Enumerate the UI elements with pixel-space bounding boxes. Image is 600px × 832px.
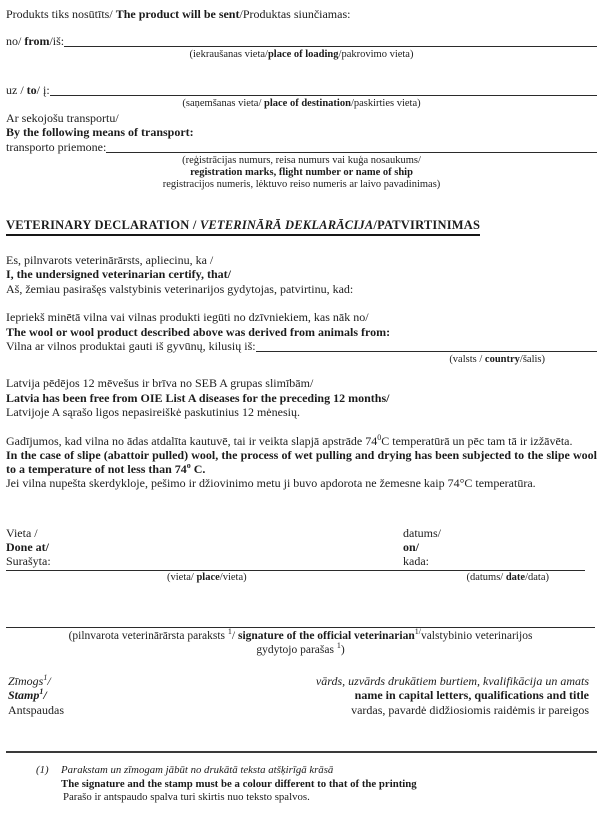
sig-lt-part: valstybinio veterinarijos [420,629,533,642]
heading-lt: /PATVIRTINIMAS [373,217,481,232]
date-caption-en: date [505,571,526,583]
place-caption-lt: /vieta) [219,571,247,583]
certify-en: I, the undersigned veterinarian certify, that/ [6,267,231,281]
to-field-row [6,83,597,98]
heading-en: VETERINARY DECLARATION / [6,217,200,232]
stamp-footref-lv: 1 [43,672,48,682]
to-label-lv: uz / [6,82,27,97]
place-column [6,526,403,568]
country-blank-line [256,339,597,352]
from-caption-lt: /pakrovimo vieta) [338,48,414,60]
place-date-captions [6,572,597,584]
country-caption [6,354,597,366]
footnote-lt: Parašo ir antspaudo spalva turi skirtis nuo teksto spalvos. [63,791,310,803]
footnote-block [6,751,597,805]
place-caption-en: place [196,571,220,583]
place-lt: Surašyta: [6,553,51,568]
disease-free-paragraph [6,376,597,420]
footnote-line3 [63,791,597,805]
place-en: Done at/ [6,539,49,554]
transport-field-label: transporto priemone: [6,139,107,154]
date-caption-lt: /data) [525,571,549,583]
derived-lv: Iepriekš minētā vilna vai vilnas produkti iegūti no dzīvniekiem, kas nāk no/ [6,310,369,324]
disease-free-lt: Latvijoje A sąrašo ligos nepasireiškė paskutinius 12 mėnesių. [6,405,300,419]
slipe-en-text1: In the case of slipe (abattoir pulled) wool, the process of wet pulling and drying has been subjected to the slipe wool to a temperature of not less than 74 [6,447,597,476]
transport-caption-lv: (reģistrācijas numurs, reisa numurs vai kuģa nosaukums/ [182,154,421,166]
footnote-line1 [36,764,597,778]
date-en: on/ [403,539,420,554]
stamp-en: Stamp$^1$/ [8,687,47,702]
disease-free-lv: Latvija pēdējos 12 mēvešus ir brīva no SEB A grupas slimībām/ [6,376,314,390]
date-column [403,526,585,568]
stamp-block [6,674,597,718]
stamp-footref-en: 1 [39,687,44,696]
to-label-lt: / į: [36,82,50,97]
slipe-en-degree-sup: o [186,460,191,470]
from-blank-line [64,34,597,47]
intro-line [6,7,597,22]
stamp-lt: Antspaudas [8,702,64,717]
slipe-lt: Jei vilna nupešta skerdykloje, pešimo ir džiovinimo metu ji buvo apdorota ne žemesne kaip 74°C temperatūra. [6,475,536,490]
slipe-lv-text1: Gadījumos, kad vilna no ādas atdalīta kautuvē, tai ir veikta slapjā apstrāde 74 [6,433,378,448]
to-field-label [6,83,50,98]
transport-caption-en: registration marks, flight number or name of ship [190,166,413,178]
date-caption [466,572,549,584]
date-caption-lv: (datums/ [466,571,506,583]
name-title-labels [316,674,589,718]
transport-blank-line [106,140,597,153]
to-caption-lv: (saņemšanas vieta/ [182,97,265,109]
transport-caption-lt: registracijos numeris, lėktuvo reiso numeris ar laivo pavadinimas) [162,178,441,190]
sig-footref-3: 1 [336,640,341,650]
slipe-wool-paragraph [6,434,597,490]
place-lv: Vieta / [6,525,38,540]
country-field-label: Vilna ar vilnos produktai gauti iš gyvūnų, kilusių iš: [6,339,256,353]
stamp-lv: Zīmogs$^1$/ [8,672,51,688]
heading-lv: VETERINĀRĀ DEKLARĀCIJA [199,217,374,232]
country-caption-en: country [484,354,520,365]
transport-block [6,111,597,191]
place-caption [167,572,247,584]
sig-slash: / [231,629,238,642]
date-lv: datums/ [403,525,441,540]
to-caption-lt: /paskirties vieta) [350,97,421,109]
place-caption-lv: (vieta/ [167,571,197,583]
from-caption-lv: (iekraušanas vieta/ [189,48,268,60]
country-caption-lt: /šalis) [519,354,545,365]
slipe-lv-degree-sup: 0 [377,432,382,442]
signature-caption-line2 [6,640,595,657]
from-label-en: from [24,33,50,48]
certify-lv: Es, pilnvarots veterinārārsts, apliecinu, ka / [6,252,214,267]
slipe-lv [6,434,597,448]
footnote-line2 [61,778,597,792]
date-lt: kada: [403,553,429,568]
to-label-en: to [26,82,37,97]
certify-lt: Aš, žemiau pasirašęs valstybinis veterinarijos gydytojas, patvirtinu, kad: [6,281,354,296]
country-caption-lv: (valsts / [449,354,485,365]
declaration-heading [6,217,597,236]
from-label-lt: /iš: [49,33,65,48]
stamp-labels [6,674,64,718]
sig-footref-1: 1 [227,626,232,636]
from-field-row [6,34,597,49]
sig-footref-2: 1/ [414,626,421,636]
from-field-label [6,34,64,49]
place-date-block [6,526,585,571]
name-title-en: name in capital letters, qualifications and title [354,688,589,702]
intro-lt: /Produktas siunčiamas: [239,7,351,21]
intro-en: The product will be sent [115,7,240,21]
name-title-lt: vardas, pavardė didžiosiomis raidėmis ir pareigos [351,702,589,717]
footnote-en: The signature and the stamp must be a colour different to that of the printing [61,777,417,790]
to-caption-en: place of destination [264,97,351,109]
sig-lt-part2: gydytojo parašas [256,643,337,656]
footnote-lv: Parakstam un zīmogam jābūt no drukātā teksta atšķirīgā krāsā [61,764,334,776]
derived-paragraph [6,310,597,366]
slipe-en [6,448,597,476]
from-caption [6,49,597,61]
transport-lv: Ar sekojošu transportu/ [6,110,119,125]
sig-lv: (pilnvarota veterinārārsta paraksts [68,629,228,642]
derived-en: The wool or wool product described above was derived from animals from: [6,324,391,339]
country-field-row [6,339,597,354]
transport-en: By the following means of transport: [6,125,194,139]
sig-en: signature of the official veterinarian [237,629,415,642]
slipe-lv-text2: C temperatūrā un pēc tam tā ir izžāvēta. [381,433,573,448]
signature-block [6,627,595,657]
to-caption [6,98,597,110]
signature-caption-line1 [6,626,595,643]
to-blank-line [50,83,597,96]
slipe-en-text2: C. [190,461,206,476]
certify-paragraph [6,253,597,297]
footnote-marker: (1) [36,764,49,776]
disease-free-en: Latvia has been free from OIE List A diseases for the preceding 12 months/ [6,390,390,405]
intro-lv: Produkts tiks nosūtīts/ [6,7,116,21]
name-title-lv: vārds, uzvārds drukātiem burtiem, kvalifikācija un amats [315,673,589,688]
sig-close-paren: ) [340,643,345,656]
from-caption-en: place of loading [267,48,339,60]
transport-field-row [6,140,597,155]
from-label-lv: no/ [6,33,25,48]
